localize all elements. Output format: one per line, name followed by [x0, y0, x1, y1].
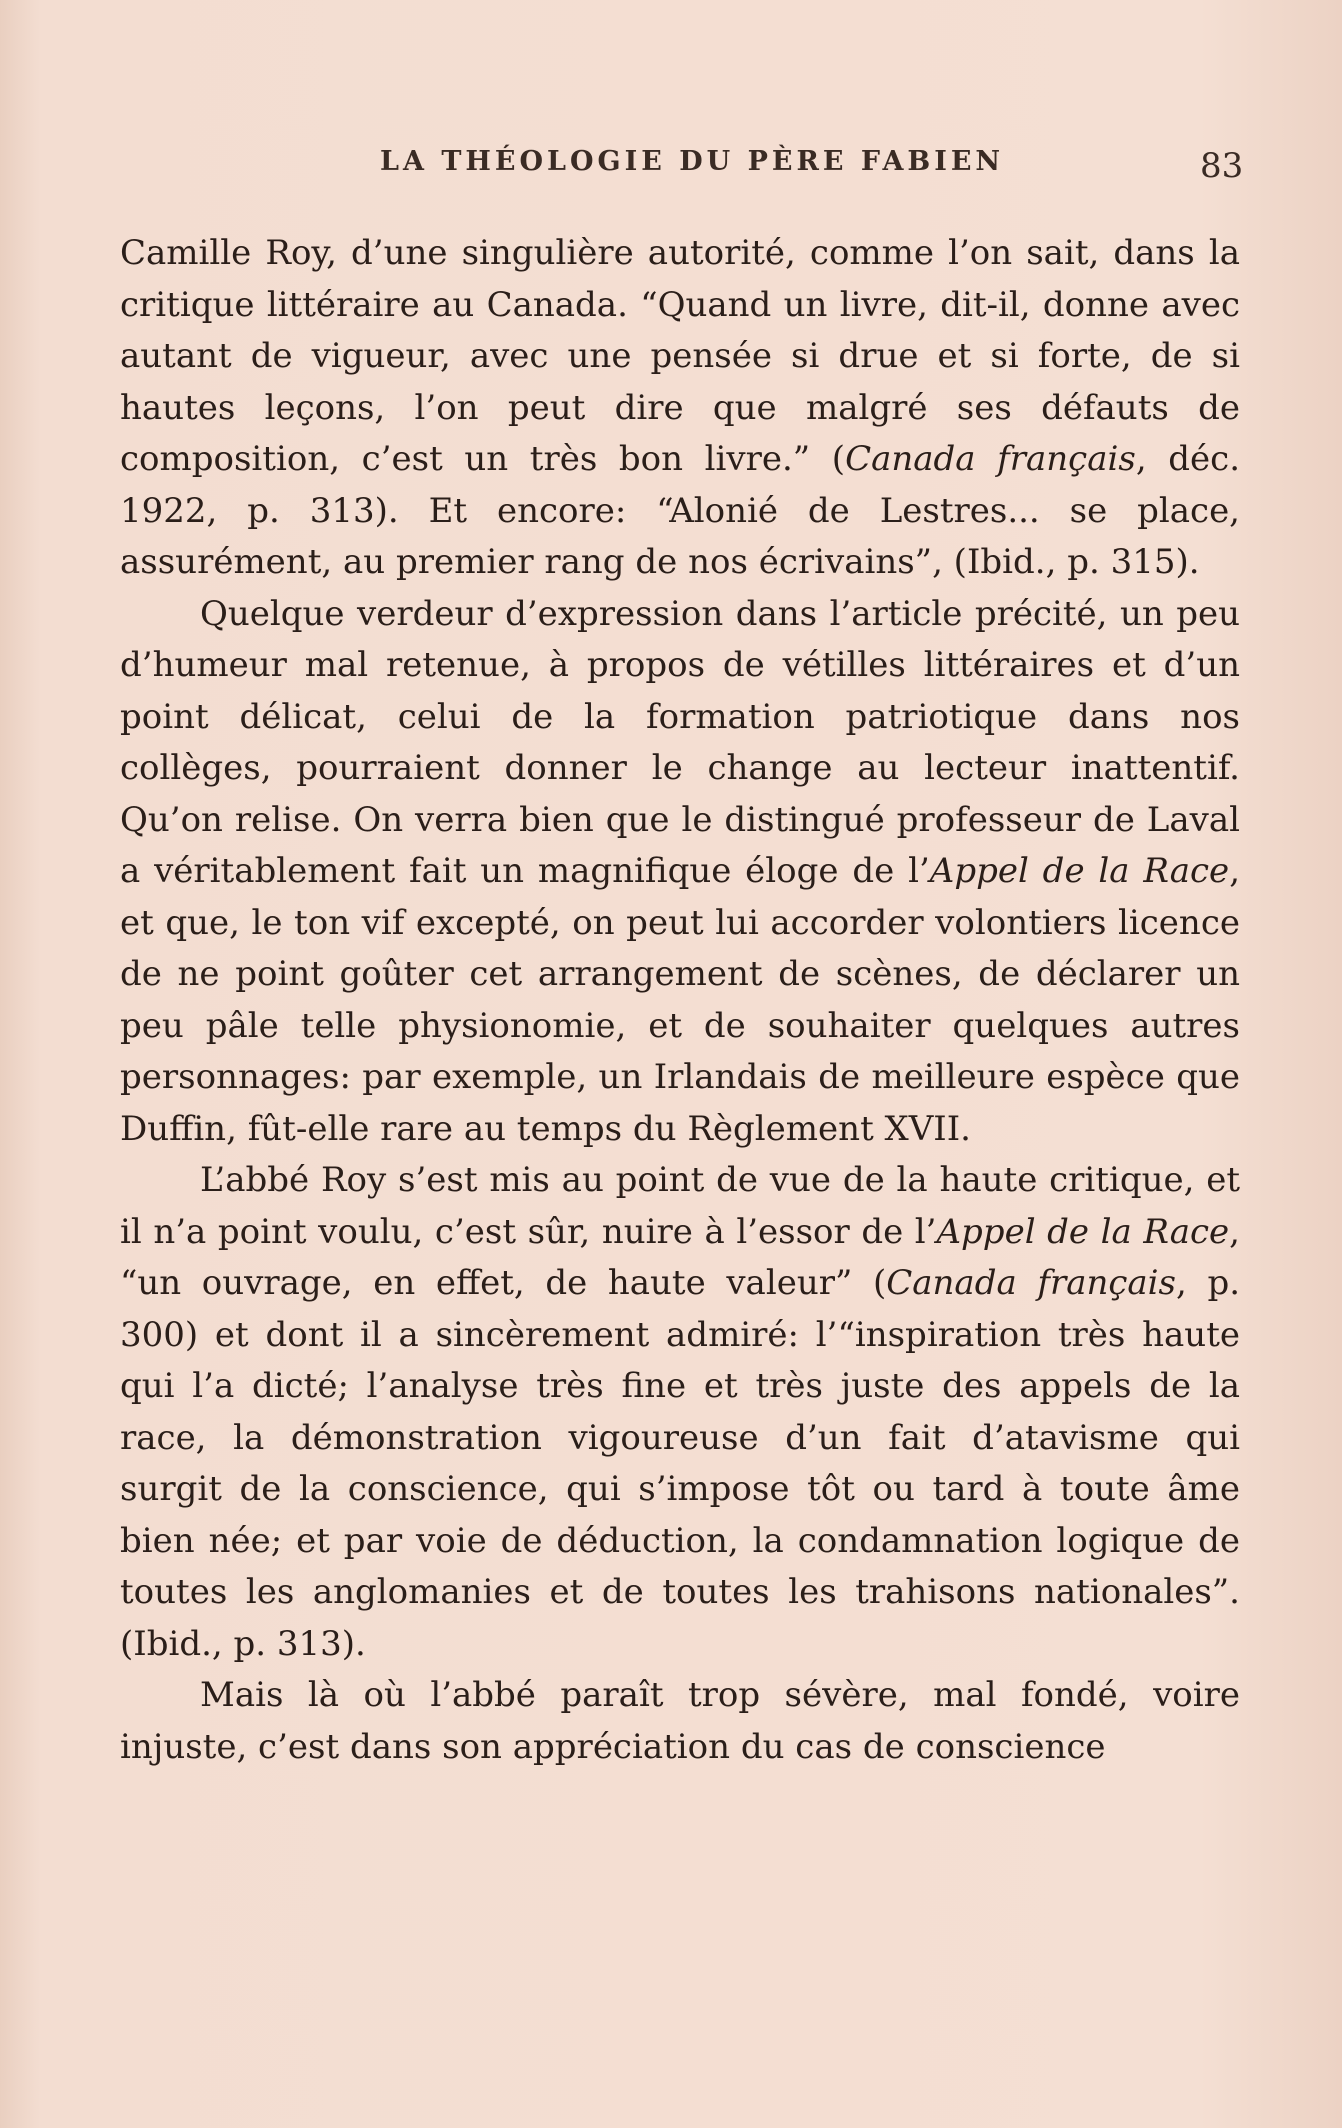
text-segment: Mais là où l’abbé paraît trop sévère, mal fondé, voire injuste, c’est dans son appréciation du cas de conscience	[120, 1675, 1240, 1767]
body-text	[120, 228, 1240, 1773]
text-segment: Quelque verdeur d’expression dans l’article précité, un peu d’humeur mal retenue, à propos de vétilles littéraires et d’un point délicat, celui de la formation patriotique dans nos collèges, pourraient donner le change au lecteur inattentif. Qu’on relise. On verra bien que le distingué professeur de Laval a véritablement fait un magnifique éloge de l’	[120, 593, 1240, 891]
running-title: LA THÉOLOGIE DU PÈRE FABIEN	[380, 146, 1005, 177]
paragraph-2	[120, 589, 1240, 1156]
text-segment: , déc. 1922, p. 313). Et encore: “Alonié de Lestres... se place, assurément, au premier rang de nos écrivains”, (Ibid., p. 315).	[120, 439, 1240, 582]
text-segment: , p. 300) et dont il a sincèrement admiré: l’“inspiration très haute qui l’a dicté; l’analyse très fine et très juste des appels de la race, la démonstration vigoureuse d’un fait d’atavisme qui surgit de la conscience, qui s’impose tôt ou tard à toute âme bien née; et par voie de déduction, la condamnation logique de toutes les anglomanies et de toutes les trahisons nationales”. (Ibid., p. 313).	[120, 1263, 1241, 1664]
paragraph-3	[120, 1155, 1240, 1670]
text-segment: , “un ouvrage, en effet, de haute valeur” (	[120, 1211, 1240, 1303]
italic-title: Appel de la Race	[929, 851, 1230, 891]
paragraph-1	[120, 228, 1240, 589]
text-segment: L’abbé Roy s’est mis au point de vue de la haute critique, et il n’a point voulu, c’est sûr, nuire à l’essor de l’	[120, 1160, 1240, 1252]
text-segment: Camille Roy, d’une singulière autorité, comme l’on sait, dans la critique littéraire au Canada. “Quand un livre, dit-il, donne avec autant de vigueur, avec une pensée si drue et si forte, de si hautes leçons, l’on peut dire que malgré ses défauts de composition, c’est un très bon livre.” (	[120, 233, 1240, 479]
page-number: 83	[1200, 146, 1244, 186]
italic-title: Canada français	[886, 1263, 1177, 1303]
italic-title: Canada français	[845, 439, 1136, 479]
paragraph-4	[120, 1670, 1240, 1773]
italic-title: Appel de la Race	[936, 1211, 1230, 1252]
text-segment: , et que, le ton vif excepté, on peut lui accorder volontiers licence de ne point goûter cet arrangement de scènes, de déclarer un peu pâle telle physionomie, et de souhaiter quelques autres personnages: par exemple, un Irlandais de meilleure espèce que Duffin, fût-elle rare au temps du Règlement XVII.	[120, 851, 1240, 1149]
